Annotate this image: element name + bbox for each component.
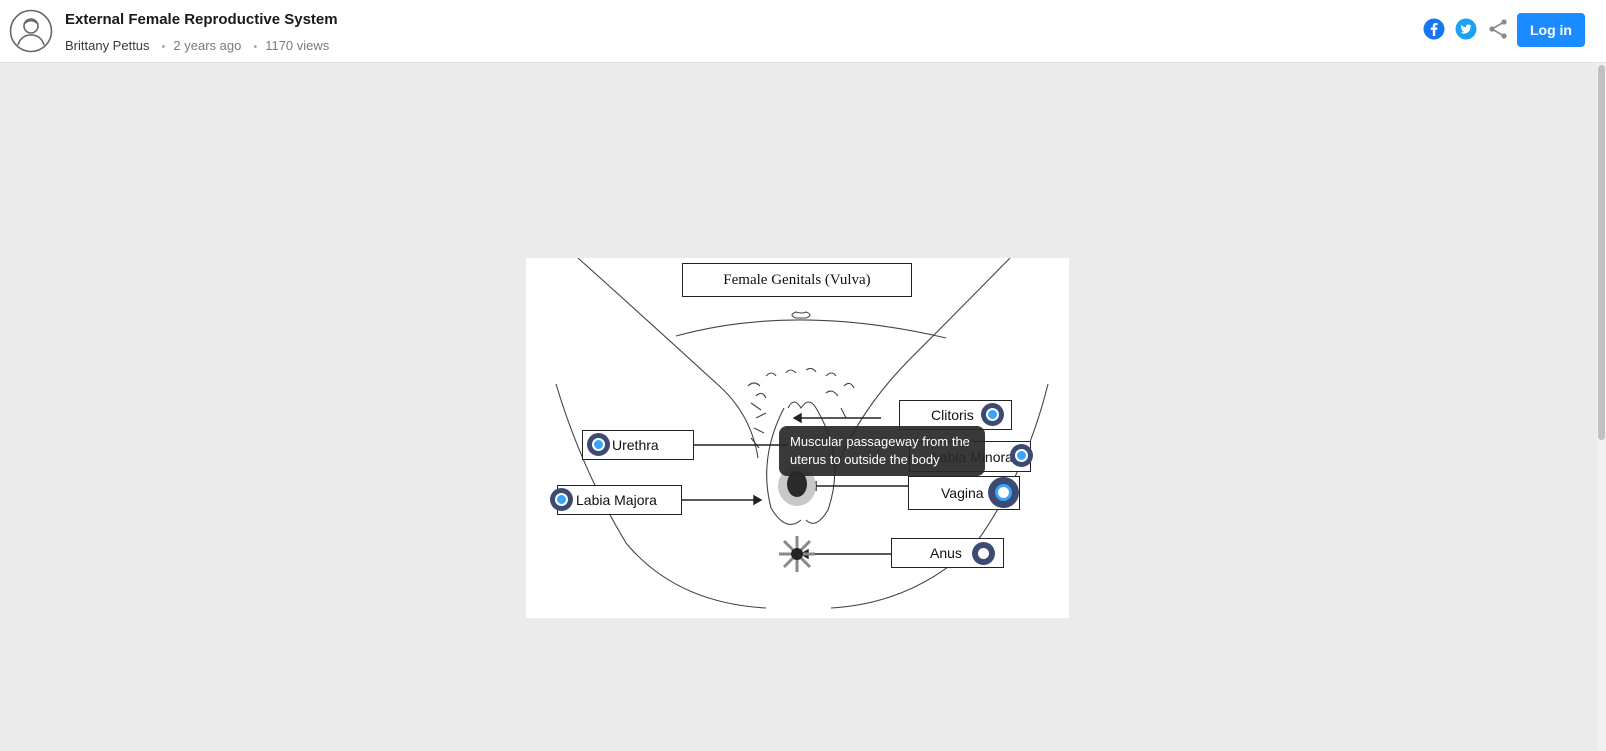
hotspot-anus[interactable] <box>972 542 995 565</box>
hotspot-dot <box>995 484 1012 501</box>
login-button[interactable]: Log in <box>1517 13 1585 47</box>
label-labia-majora <box>557 485 682 515</box>
hotspot-clitoris[interactable] <box>981 403 1004 426</box>
hotspot-dot <box>555 493 568 506</box>
hotspot-labia-minora[interactable] <box>1010 444 1033 467</box>
diagram-title: Female Genitals (Vulva) <box>682 263 912 297</box>
twitter-icon[interactable] <box>1455 18 1477 40</box>
label-text: Minora <box>970 448 1013 465</box>
hotspot-dot <box>978 548 989 559</box>
view-count: 1170 views <box>265 38 330 53</box>
author-link[interactable]: Brittany Pettus <box>65 38 150 53</box>
share-icons <box>1423 18 1509 40</box>
separator-dot: • <box>253 41 258 53</box>
page-title: External Female Reproductive System <box>65 11 338 28</box>
label-text: Clitoris <box>931 407 974 423</box>
hotspot-dot <box>986 408 999 421</box>
page-meta <box>65 38 329 53</box>
hotspot-tooltip: Muscular passageway from the uterus to outside the body <box>779 426 985 476</box>
time-ago: 2 years ago <box>173 38 242 53</box>
scrollbar[interactable] <box>1597 63 1606 751</box>
hotspot-dot <box>1015 449 1028 462</box>
header-bar <box>0 0 1606 63</box>
hotspot-labia-majora[interactable] <box>550 488 573 511</box>
hotspot-dot <box>592 438 605 451</box>
label-text: Anus <box>930 545 962 561</box>
hotspot-urethra[interactable] <box>587 433 610 456</box>
facebook-icon[interactable] <box>1423 18 1445 40</box>
scrollbar-thumb[interactable] <box>1598 65 1605 440</box>
separator-dot: • <box>161 41 166 53</box>
label-text: Labia Majora <box>576 492 657 508</box>
label-text: Urethra <box>612 437 659 453</box>
user-avatar-icon[interactable] <box>9 9 53 53</box>
label-text: Vagina <box>941 485 984 501</box>
hotspot-vagina[interactable] <box>988 477 1019 508</box>
share-icon[interactable] <box>1487 18 1509 40</box>
diagram-canvas <box>526 258 1069 618</box>
